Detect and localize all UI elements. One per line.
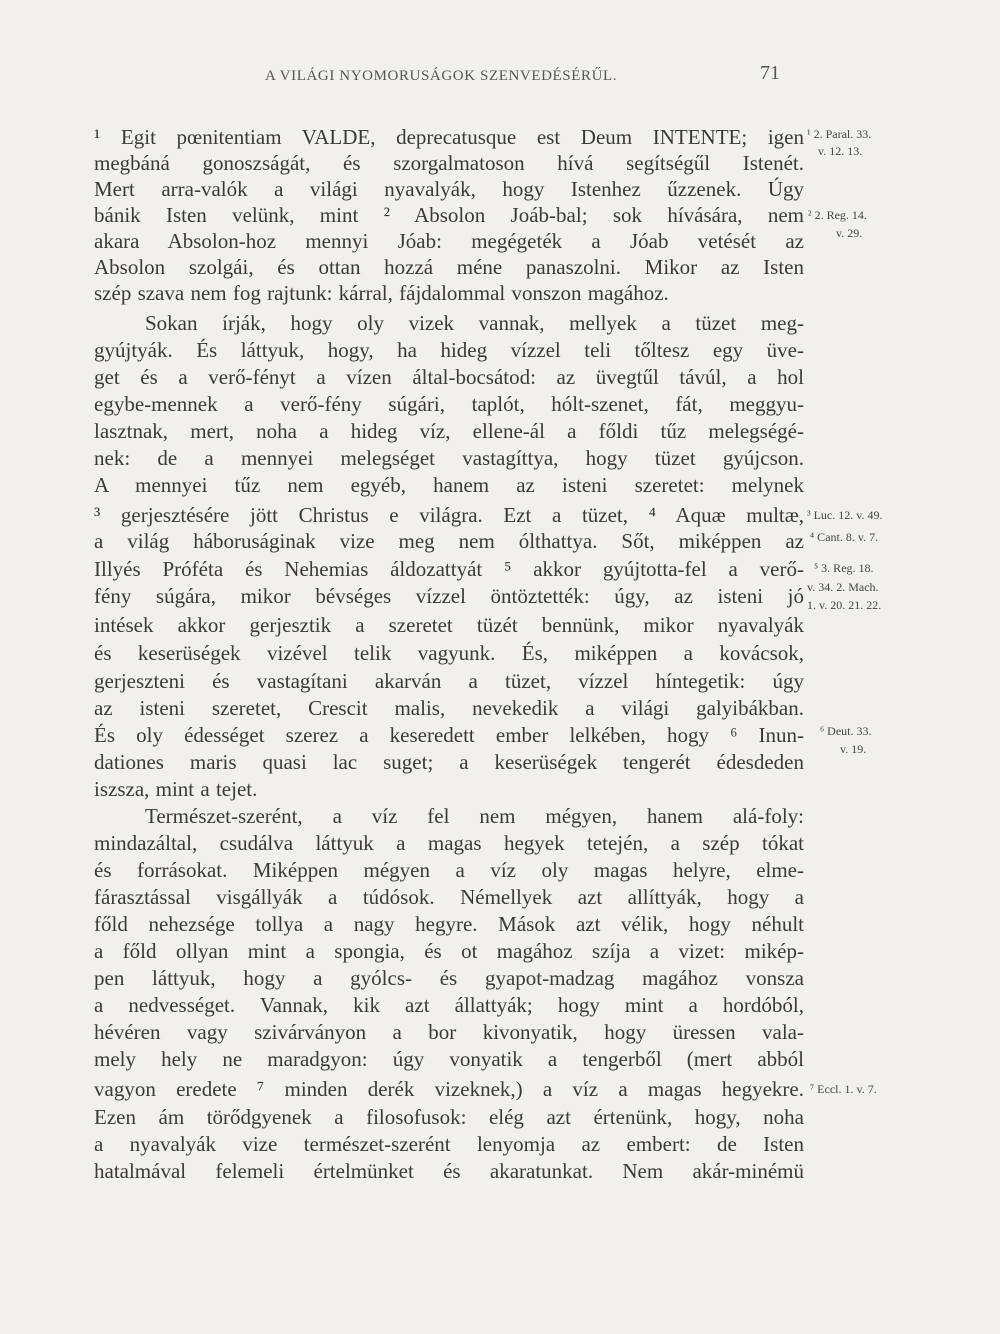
text-line: pen láttyuk, hogy a gyólcs- és gyapot-madzag magához vonsza: [94, 966, 804, 990]
text-line: Absolon szolgái, és ottan hozzá méne panaszolni. Mikor az Isten: [94, 255, 804, 279]
text-line: fény súgára, mikor bévséges vízzel öntöztették: úgy, az isteni jó: [94, 584, 804, 608]
margin-note: v. 19.: [840, 742, 867, 756]
margin-note: ⁷ Eccl. 1. v. 7.: [810, 1082, 877, 1096]
text-line: bánik Isten velünk, mint ² Absolon Joáb-bal; sok hívására, nem: [94, 203, 804, 227]
text-line: és forrásokat. Miképpen mégyen a víz oly magas helyre, elme-: [94, 858, 804, 882]
text-line: a világ háboruságinak vize meg nem ólthattya. Sőt, miképpen az: [94, 529, 804, 553]
margin-note: ³ Luc. 12. v. 49.: [807, 508, 883, 522]
text-line: intések akkor gerjesztik a szeretet tüzét bennünk, mikor nyavalyák: [94, 613, 804, 637]
text-line: hévéren vagy szivárványon a bor kivonyatik, hogy üressen vala-: [94, 1020, 804, 1044]
text-line: mindazáltal, csudálva láttyuk a magas hegyek tetején, a szép tókat: [94, 831, 804, 855]
text-line: Ezen ám törődgyenek a filosofusok: elég azt értenünk, hogy, noha: [94, 1105, 804, 1129]
page-number: 71: [760, 62, 780, 84]
margin-note: ⁴ Cant. 8. v. 7.: [810, 530, 879, 544]
text-line: ¹ Egit pœnitentiam VALDE, deprecatusque est Deum INTENTE; igen: [94, 125, 804, 149]
text-line: egybe-mennek a verő-fény súgári, taplót, hólt-szenet, fát, meggyu-: [94, 392, 804, 416]
text-line: nek: de a mennyei melegséget vastagíttya, hogy tüzet gyújcson.: [94, 446, 804, 470]
text-line: Mert arra-valók a világi nyavalyák, hogy Istenhez űzzenek. Úgy: [94, 177, 804, 201]
text-line: szép szava nem fog rajtunk: kárral, fájdalommal vonszon magához.: [94, 281, 669, 305]
text-line: Sokan írják, hogy oly vizek vannak, mellyek a tüzet meg-: [145, 311, 804, 335]
text-line: gyújtyák. És láttyuk, hogy, ha hideg vízzel teli tőltesz egy üve-: [94, 338, 804, 362]
text-line: és keserüségek vizével telik vagyunk. És, miképpen a kovácsok,: [94, 641, 804, 665]
text-line: megbáná gonoszságát, és szorgalmatoson hívá segítségűl Istenét.: [94, 151, 804, 175]
text-line: a főld ollyan mint a spongia, és ot magához szíja a vizet: mikép-: [94, 939, 804, 963]
running-title: A VILÁGI NYOMORUSÁGOK SZENVEDÉSÉRŰL.: [265, 68, 618, 84]
margin-note: 1. v. 20. 21. 22.: [807, 598, 882, 612]
text-line: Természet-szerént, a víz fel nem mégyen, hanem alá-foly:: [145, 804, 804, 828]
text-line: Illyés Próféta és Nehemias áldozattyát ⁵ akkor gyújtotta-fel a verő-: [94, 557, 804, 581]
text-line: vagyon eredete ⁷ minden derék vizeknek,) a víz a magas hegyekre.: [94, 1077, 804, 1101]
text-line: dationes maris quasi lac suget; a keserüségek tengerét édesdeden: [94, 750, 804, 774]
text-line: A mennyei tűz nem egyéb, hanem az isteni szeretet: melynek: [94, 473, 804, 497]
margin-note: v. 34. 2. Mach.: [807, 580, 879, 594]
text-line: akara Absolon-hoz mennyi Jóab: megégeték a Jóab vetését az: [94, 229, 804, 253]
text-line: a nyavalyák vize természet-szerént lenyomja az embert: de Isten: [94, 1132, 804, 1156]
text-line: mely hely ne maradgyon: úgy vonyatik a tengerből (mert abból: [94, 1047, 804, 1071]
margin-note: ¹ 2. Paral. 33.: [807, 127, 872, 141]
margin-note: ² 2. Reg. 14.: [808, 208, 867, 222]
margin-note: v. 29.: [836, 226, 863, 240]
text-line: get és a verő-fényt a vízen által-bocsátod: az üvegtűl távúl, a hol: [94, 365, 804, 389]
margin-note: v. 12. 13.: [818, 144, 863, 158]
text-line: lasztnak, mert, noha a hideg víz, ellene-ál a főldi tűz melegségé-: [94, 419, 804, 443]
text-line: És oly édességet szerez a keseredett ember lelkében, hogy ⁶ Inun-: [94, 723, 804, 747]
text-line: főld nehezsége tollya a nagy hegyre. Mások azt vélik, hogy néhult: [94, 912, 804, 936]
text-line: iszsza, mint a tejet.: [94, 777, 258, 801]
text-line: az isteni szeretet, Crescit malis, nevekedik a világi galyibákban.: [94, 696, 804, 720]
margin-note: ⁶ Deut. 33.: [820, 724, 872, 738]
text-line: hatalmával felemeli értelmünket és akaratunkat. Nem akár-minémü: [94, 1159, 804, 1183]
text-line: ³ gerjesztésére jött Christus e világra. Ezt a tüzet, ⁴ Aquæ multæ,: [94, 503, 804, 527]
text-line: fárasztással visgállyák a túdósok. Némellyek azt allíttyák, hogy a: [94, 885, 804, 909]
text-line: a nedvességet. Vannak, kik azt állattyák; hogy mint a hordóból,: [94, 993, 804, 1017]
text-line: gerjeszteni és vastagítani akarván a tüzet, vízzel híntegetik: úgy: [94, 669, 804, 693]
margin-note: ⁵ 3. Reg. 18.: [814, 561, 874, 575]
